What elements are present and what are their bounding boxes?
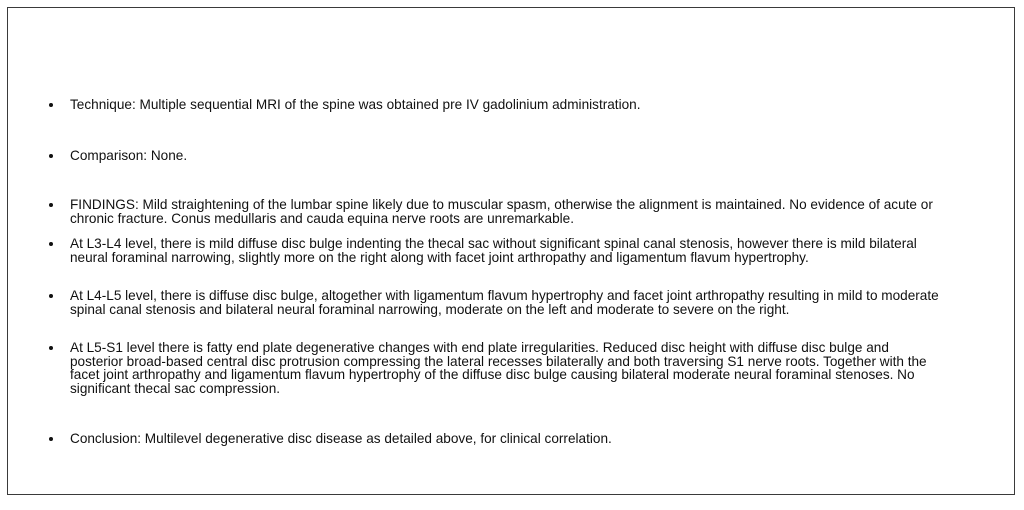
item-text: Conclusion: Multilevel degenerative disc disease as detailed above, for clinical correlation.	[70, 431, 612, 446]
list-item-conclusion	[70, 432, 940, 446]
item-text: At L4-L5 level, there is diffuse disc bulge, altogether with ligamentum flavum hypertrophy and facet joint arthropathy resulting in mild to moderate spinal canal stenosis and bilateral neural foraminal narrowing, moderate on the left and moderate to severe on the right.	[70, 288, 939, 317]
item-text: At L3-L4 level, there is mild diffuse disc bulge indenting the thecal sac without significant spinal canal stenosis, however there is mild bilateral neural foraminal narrowing, slightly more on the right along with facet joint arthropathy and ligamentum flavum hypertrophy.	[70, 236, 917, 265]
bullet-icon	[49, 294, 53, 298]
bullet-icon	[49, 242, 53, 246]
list-item-l5-s1	[70, 341, 940, 395]
item-text: FINDINGS: Mild straightening of the lumbar spine likely due to muscular spasm, otherwise the alignment is maintained. No evidence of acute or chronic fracture. Conus medullaris and cauda equina nerve roots are unremarkable.	[70, 197, 933, 226]
report-bullet-list	[8, 8, 1014, 494]
item-text: Comparison: None.	[70, 148, 188, 163]
bullet-icon	[49, 103, 53, 107]
item-text: Technique: Multiple sequential MRI of the spine was obtained pre IV gadolinium administration.	[70, 97, 641, 112]
slide-frame	[7, 7, 1015, 495]
bullet-icon	[49, 346, 53, 350]
item-text: At L5-S1 level there is fatty end plate degenerative changes with end plate irregularities. Reduced disc height with diffuse disc bulge and posterior broad-based central disc protrusion compressing the lateral recesses bilaterally and both traversing S1 nerve roots. Together with the facet joint arthropathy and ligamentum flavum hypertrophy of the diffuse disc bulge causing bilateral moderate neural foraminal stenoses. No significant thecal sac compression.	[70, 340, 927, 396]
list-item-comparison	[70, 149, 940, 163]
bullet-icon	[49, 437, 53, 441]
list-item-l4-l5	[70, 289, 940, 316]
list-item-technique	[70, 98, 940, 112]
list-item-findings	[70, 198, 940, 225]
list-item-l3-l4	[70, 237, 940, 264]
bullet-icon	[49, 154, 53, 158]
bullet-icon	[49, 203, 53, 207]
